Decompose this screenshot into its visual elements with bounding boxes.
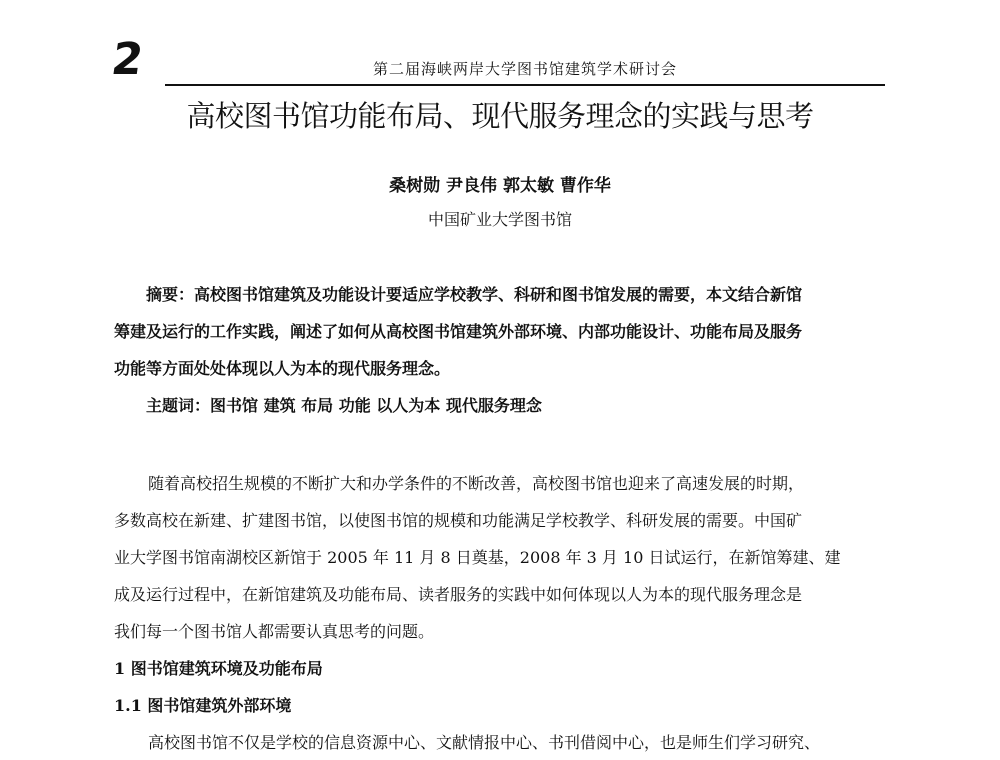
abstract-line: 功能等方面处处体现以人为本的现代服务理念。 [114,359,451,378]
keywords: 主题词：图书馆 建筑 布局 功能 以人为本 现代服务理念 [146,396,542,415]
abstract-line: 摘要：高校图书馆建筑及功能设计要适应学校教学、科研和图书馆发展的需要，本文结合新馆 [146,285,803,304]
body-line: 随着高校招生规模的不断扩大和办学条件的不断改善，高校图书馆也迎来了高速发展的时期， [148,474,805,493]
header-rule [165,84,885,86]
body-line: 我们每一个图书馆人都需要认真思考的问题。 [114,622,435,641]
body-line: 高校图书馆不仅是学校的信息资源中心、文献情报中心、书刊借阅中心，也是师生们学习研究、 [148,733,821,752]
body-line: 多数高校在新建、扩建图书馆，以使图书馆的规模和功能满足学校教学、科研发展的需要。中国矿 [114,511,803,530]
page-number: 2 [108,34,147,85]
body-line: 业大学图书馆南湖校区新馆于 2005 年 11 月 8 日奠基，2008 年 3 月 10 日试运行，在新馆筹建、建 [114,548,841,567]
affiliation: 中国矿业大学图书馆 [427,210,572,229]
abstract-line: 筹建及运行的工作实践，阐述了如何从高校图书馆建筑外部环境、内部功能设计、功能布局及服务 [114,322,803,341]
body-line: 成及运行过程中，在新馆建筑及功能布局、读者服务的实践中如何体现以人为本的现代服务理念是 [114,585,803,604]
section-heading: 1 图书馆建筑环境及功能布局 [114,659,323,678]
authors: 桑树勋 尹良伟 郭太敏 曹作华 [389,176,611,196]
article-title: 高校图书馆功能布局、现代服务理念的实践与思考 [186,99,814,133]
running-head: 第二届海峡两岸大学图书馆建筑学术研讨会 [372,60,677,78]
subsection-heading: 1.1 图书馆建筑外部环境 [114,696,292,715]
